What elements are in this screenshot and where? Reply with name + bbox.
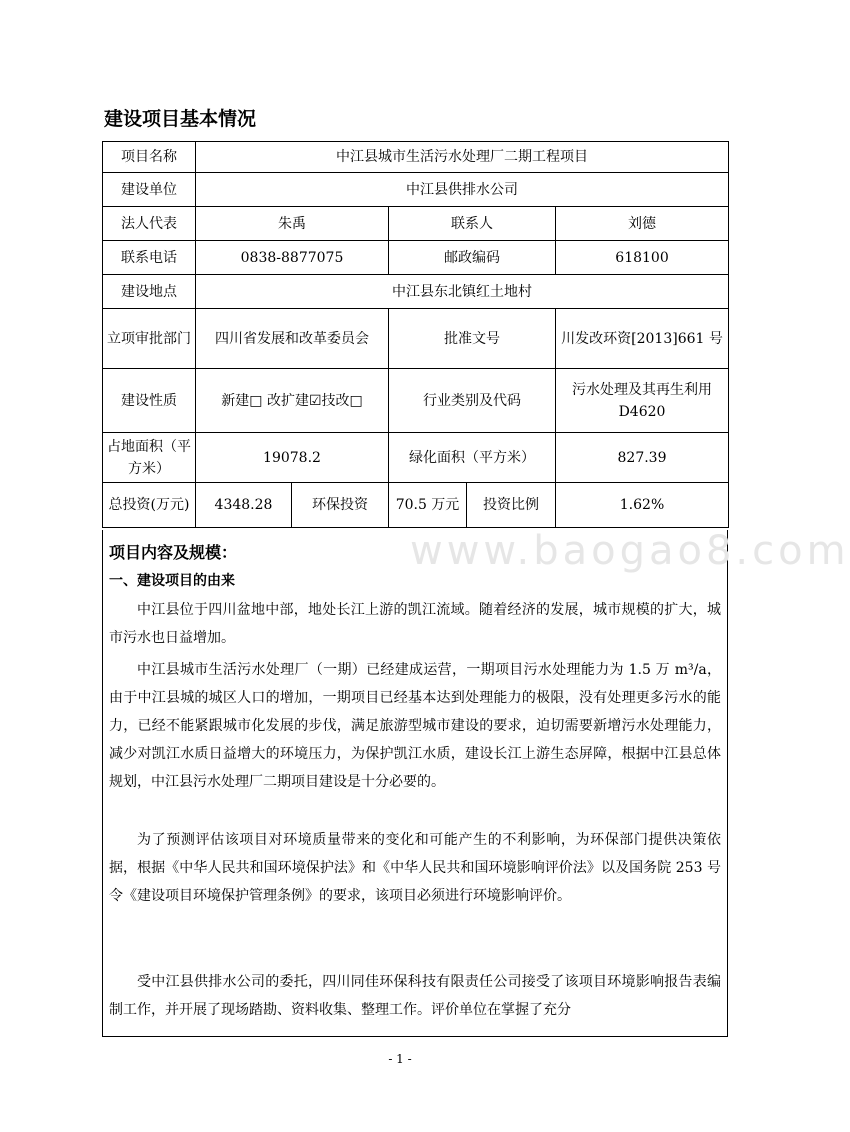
page-number: - 1 - xyxy=(388,1052,412,1066)
paragraph: 中江县位于四川盆地中部，地处长江上游的凯江流域。随着经济的发展，城市规模的扩大，城市污水也日益增加。 xyxy=(109,602,721,646)
project-content-box xyxy=(102,530,728,1037)
project-name-value: 中江县城市生活污水处理厂二期工程项目 xyxy=(196,142,729,173)
contact-value: 刘德 xyxy=(556,207,729,241)
investment-label: 总投资(万元) xyxy=(103,483,196,528)
env-invest-label: 环保投资 xyxy=(292,483,389,528)
project-info-table xyxy=(102,141,729,528)
phone-value: 0838-8877075 xyxy=(196,241,389,275)
section-title: 项目内容及规模： xyxy=(109,543,238,562)
legal-rep-value: 朱禹 xyxy=(196,207,389,241)
ratio-value: 1.62% xyxy=(556,483,729,528)
paragraph: 为了预测评估该项目对环境质量带来的变化和可能产生的不利影响，为环保部门提供决策依据，根据《中华人民共和国环境保护法》和《中华人民共和国环境影响评价法》以及国务院 253 号令《建设项目环境保护管理条例》的要求，该项目必须进行环境影响评价。 xyxy=(109,832,721,904)
contact-label: 联系人 xyxy=(389,207,556,241)
table-row xyxy=(103,275,729,309)
ratio-label: 投资比例 xyxy=(467,483,556,528)
project-name-label: 项目名称 xyxy=(103,142,196,173)
nature-value: 新建□ 改扩建☑技改□ xyxy=(196,369,389,433)
industry-label: 行业类别及代码 xyxy=(389,369,556,433)
approval-no-value: 川发改环资[2013]661 号 xyxy=(556,309,729,369)
paragraph: 受中江县供排水公司的委托，四川同佳环保科技有限责任公司接受了该项目环境影响报告表编制工作，并开展了现场踏勘、资料收集、整理工作。评价单位在掌握了充分 xyxy=(109,974,721,1018)
table-row xyxy=(103,241,729,275)
page-title: 建设项目基本情况 xyxy=(104,108,257,130)
builder-value: 中江县供排水公司 xyxy=(196,173,729,207)
env-invest-value: 70.5 万元 xyxy=(389,483,467,528)
postcode-value: 618100 xyxy=(556,241,729,275)
watermark: www.baogao8.com xyxy=(410,528,850,574)
area-label: 占地面积（平方米） xyxy=(103,433,196,483)
nature-label: 建设性质 xyxy=(103,369,196,433)
table-row xyxy=(103,369,729,433)
table-row xyxy=(103,207,729,241)
table-row xyxy=(103,483,729,528)
green-label: 绿化面积（平方米） xyxy=(389,433,556,483)
table-row xyxy=(103,309,729,369)
location-label: 建设地点 xyxy=(103,275,196,309)
sub-title: 一、建设项目的由来 xyxy=(109,573,235,589)
location-value: 中江县东北镇红土地村 xyxy=(196,275,729,309)
builder-label: 建设单位 xyxy=(103,173,196,207)
paragraph: 中江县城市生活污水处理厂（一期）已经建成运营，一期项目污水处理能力为 1.5 万 m³/a，由于中江县城的城区人口的增加，一期项目已经基本达到处理能力的极限，没有处理更多污水的能力，已经不能紧跟城市化发展的步伐，满足旅游型城市建设的要求，迫切需要新增污水处理能力，减少对凯江水质日益增大的环境压力，为保护凯江水质，建设长江上游生态屏障，根据中江县总体规划，中江县污水处理厂二期项目建设是十分必要的。 xyxy=(109,662,721,790)
green-value: 827.39 xyxy=(556,433,729,483)
phone-label: 联系电话 xyxy=(103,241,196,275)
investment-value: 4348.28 xyxy=(196,483,292,528)
table-row xyxy=(103,173,729,207)
industry-value: 污水处理及其再生利用 D4620 xyxy=(556,369,729,433)
postcode-label: 邮政编码 xyxy=(389,241,556,275)
legal-rep-label: 法人代表 xyxy=(103,207,196,241)
table-row xyxy=(103,142,729,173)
approval-dept-value: 四川省发展和改革委员会 xyxy=(196,309,389,369)
approval-no-label: 批准文号 xyxy=(389,309,556,369)
area-value: 19078.2 xyxy=(196,433,389,483)
table-row xyxy=(103,433,729,483)
approval-dept-label: 立项审批部门 xyxy=(103,309,196,369)
